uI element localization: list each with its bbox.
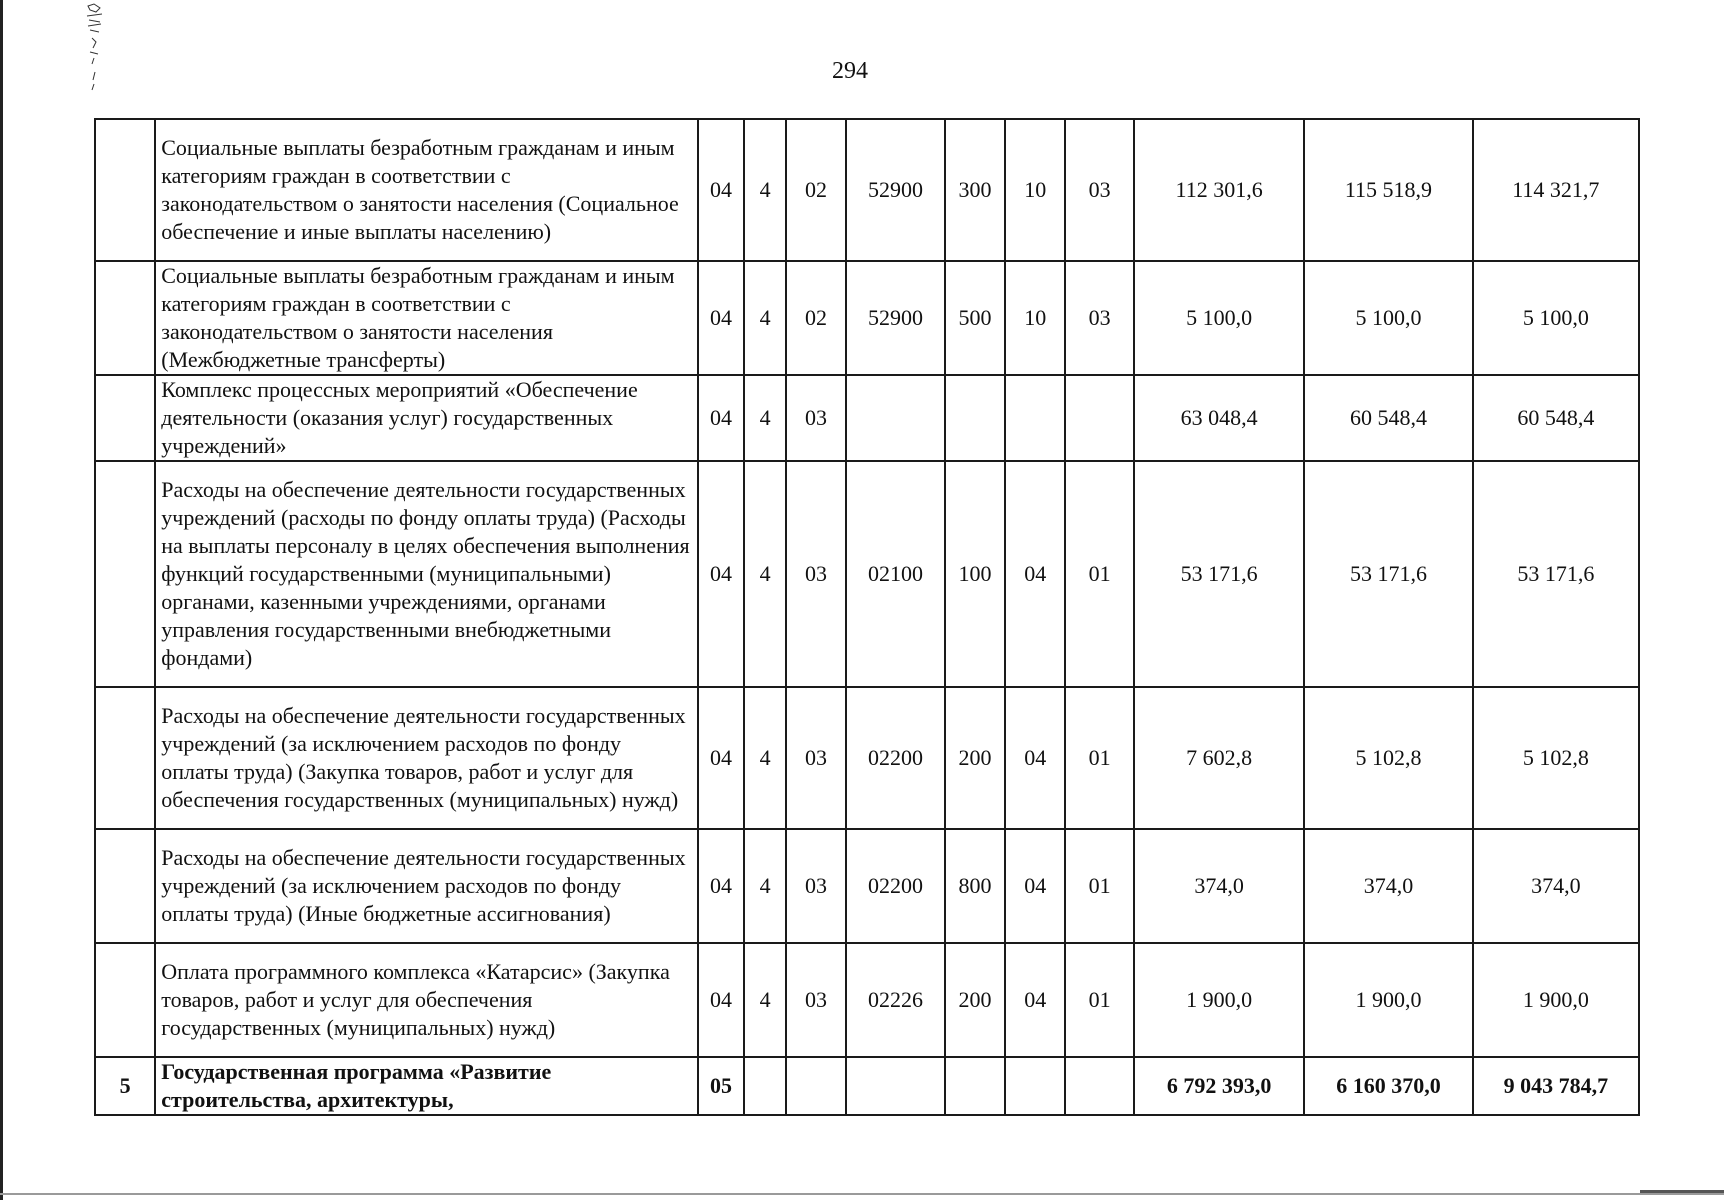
code-subsection: 01	[1065, 829, 1134, 943]
code-expense-type: 500	[945, 261, 1005, 375]
code-subprogram-type: 4	[744, 461, 786, 687]
row-number: 5	[95, 1057, 155, 1115]
code-direction	[846, 375, 945, 461]
amount-year-1: 5 100,0	[1134, 261, 1304, 375]
amount-year-2: 5 100,0	[1304, 261, 1472, 375]
row-description: Социальные выплаты безработным гражданам и иным категориям граждан в соответствии с законодательством о занятости населения (Социальное обеспечение и иные выплаты населению)	[155, 119, 697, 261]
code-direction: 02226	[846, 943, 945, 1057]
code-direction	[846, 1057, 945, 1115]
amount-year-2: 115 518,9	[1304, 119, 1472, 261]
code-subsection	[1065, 375, 1134, 461]
page-bottom-rule	[0, 1193, 1724, 1195]
code-direction: 52900	[846, 119, 945, 261]
code-section: 04	[1005, 829, 1065, 943]
row-description: Расходы на обеспечение деятельности государственных учреждений (расходы по фонду оплаты труда) (Расходы на выплаты персоналу в целях обеспечения выполнения функций государственными (муниципальными) органами, казенными учреждениями, органами управления государственными внебюджетными фондами)	[155, 461, 697, 687]
code-structural-element: 03	[786, 829, 846, 943]
table-row	[95, 375, 1639, 461]
amount-year-2: 6 160 370,0	[1304, 1057, 1472, 1115]
code-subsection: 01	[1065, 687, 1134, 829]
row-description: Расходы на обеспечение деятельности государственных учреждений (за исключением расходов по фонду оплаты труда) (Закупка товаров, работ и услуг для обеспечения государственных (муниципальных) нужд)	[155, 687, 697, 829]
amount-year-2: 53 171,6	[1304, 461, 1472, 687]
code-section	[1005, 375, 1065, 461]
code-structural-element: 03	[786, 943, 846, 1057]
table-row	[95, 119, 1639, 261]
amount-year-3: 1 900,0	[1473, 943, 1639, 1057]
amount-year-1: 7 602,8	[1134, 687, 1304, 829]
row-description: Государственная программа «Развитие строительства, архитектуры,	[155, 1057, 697, 1115]
code-program: 05	[698, 1057, 745, 1115]
code-subprogram-type: 4	[744, 375, 786, 461]
amount-year-1: 1 900,0	[1134, 943, 1304, 1057]
code-structural-element: 02	[786, 261, 846, 375]
code-subsection: 01	[1065, 461, 1134, 687]
amount-year-3: 5 102,8	[1473, 687, 1639, 829]
table-row-program-total	[95, 1057, 1639, 1115]
amount-year-3: 374,0	[1473, 829, 1639, 943]
code-structural-element: 03	[786, 687, 846, 829]
code-program: 04	[698, 119, 745, 261]
table-row	[95, 261, 1639, 375]
code-expense-type: 200	[945, 943, 1005, 1057]
page-number: 294	[832, 58, 868, 84]
amount-year-3: 53 171,6	[1473, 461, 1639, 687]
row-description: Комплекс процессных мероприятий «Обеспечение деятельности (оказания услуг) государственных учреждений»	[155, 375, 697, 461]
code-direction: 02100	[846, 461, 945, 687]
code-subsection: 03	[1065, 261, 1134, 375]
amount-year-2: 60 548,4	[1304, 375, 1472, 461]
amount-year-2: 1 900,0	[1304, 943, 1472, 1057]
code-section	[1005, 1057, 1065, 1115]
code-subprogram-type	[744, 1057, 786, 1115]
code-direction: 02200	[846, 687, 945, 829]
row-number	[95, 461, 155, 687]
code-subsection: 03	[1065, 119, 1134, 261]
row-number	[95, 943, 155, 1057]
amount-year-1: 374,0	[1134, 829, 1304, 943]
row-description: Расходы на обеспечение деятельности государственных учреждений (за исключением расходов по фонду оплаты труда) (Иные бюджетные ассигнования)	[155, 829, 697, 943]
code-direction: 52900	[846, 261, 945, 375]
table-row	[95, 461, 1639, 687]
table-row	[95, 687, 1639, 829]
code-program: 04	[698, 829, 745, 943]
row-number	[95, 829, 155, 943]
code-subprogram-type: 4	[744, 829, 786, 943]
code-expense-type: 200	[945, 687, 1005, 829]
code-subsection	[1065, 1057, 1134, 1115]
code-section: 04	[1005, 461, 1065, 687]
row-number	[95, 375, 155, 461]
code-section: 10	[1005, 119, 1065, 261]
code-section: 10	[1005, 261, 1065, 375]
budget-table	[94, 118, 1640, 1116]
code-program: 04	[698, 943, 745, 1057]
code-expense-type: 800	[945, 829, 1005, 943]
table-row	[95, 943, 1639, 1057]
amount-year-3: 60 548,4	[1473, 375, 1639, 461]
amount-year-2: 374,0	[1304, 829, 1472, 943]
page-left-edge	[0, 0, 3, 1200]
amount-year-1: 53 171,6	[1134, 461, 1304, 687]
code-expense-type	[945, 375, 1005, 461]
code-expense-type	[945, 1057, 1005, 1115]
code-expense-type: 300	[945, 119, 1005, 261]
code-program: 04	[698, 461, 745, 687]
code-subsection: 01	[1065, 943, 1134, 1057]
code-program: 04	[698, 687, 745, 829]
code-section: 04	[1005, 687, 1065, 829]
table-row	[95, 829, 1639, 943]
code-section: 04	[1005, 943, 1065, 1057]
code-subprogram-type: 4	[744, 943, 786, 1057]
amount-year-3: 9 043 784,7	[1473, 1057, 1639, 1115]
row-number	[95, 261, 155, 375]
code-program: 04	[698, 261, 745, 375]
code-subprogram-type: 4	[744, 687, 786, 829]
code-structural-element: 03	[786, 375, 846, 461]
page-bottom-rule-mark	[1640, 1190, 1724, 1193]
code-structural-element	[786, 1057, 846, 1115]
code-structural-element: 02	[786, 119, 846, 261]
amount-year-3: 5 100,0	[1473, 261, 1639, 375]
row-description: Социальные выплаты безработным гражданам и иным категориям граждан в соответствии с законодательством о занятости населения (Межбюджетные трансферты)	[155, 261, 697, 375]
code-subprogram-type: 4	[744, 261, 786, 375]
amount-year-1: 63 048,4	[1134, 375, 1304, 461]
amount-year-2: 5 102,8	[1304, 687, 1472, 829]
row-number	[95, 687, 155, 829]
code-direction: 02200	[846, 829, 945, 943]
row-description: Оплата программного комплекса «Катарсис» (Закупка товаров, работ и услуг для обеспечения государственных (муниципальных) нужд)	[155, 943, 697, 1057]
code-structural-element: 03	[786, 461, 846, 687]
amount-year-3: 114 321,7	[1473, 119, 1639, 261]
row-number	[95, 119, 155, 261]
amount-year-1: 6 792 393,0	[1134, 1057, 1304, 1115]
code-expense-type: 100	[945, 461, 1005, 687]
code-subprogram-type: 4	[744, 119, 786, 261]
code-program: 04	[698, 375, 745, 461]
amount-year-1: 112 301,6	[1134, 119, 1304, 261]
